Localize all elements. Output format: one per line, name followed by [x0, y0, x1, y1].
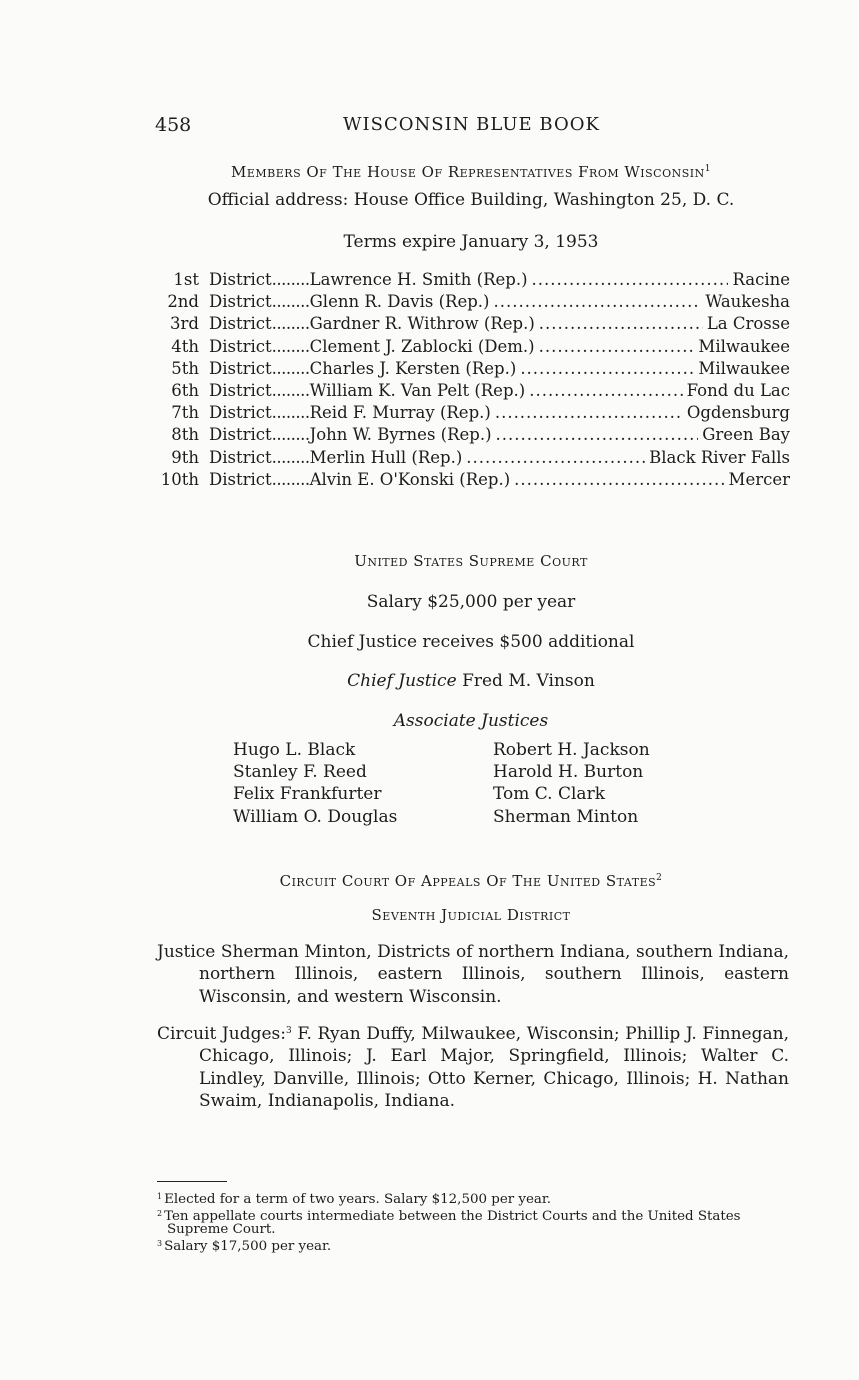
district-word: District — [209, 469, 272, 489]
book-title: WISCONSIN BLUE BOOK — [343, 114, 600, 135]
district-word: District — [209, 336, 272, 356]
district-word: District — [209, 447, 272, 467]
district-row — [155, 470, 790, 492]
leader-dots — [495, 403, 683, 422]
leader-dots — [496, 425, 699, 444]
district-ordinal: 1st — [173, 270, 199, 289]
footnote-text: Elected for a term of two years. Salary $12,500 per year. — [164, 1192, 552, 1207]
footnote-text: Salary $17,500 per year. — [164, 1238, 332, 1254]
representative-name: Lawrence H. Smith (Rep.) — [309, 270, 528, 289]
district-word: District — [209, 270, 272, 289]
district-city: Milwaukee — [698, 358, 790, 378]
supreme-court-title: United States Supreme Court — [354, 552, 588, 570]
chief-justice-name: Fred M. Vinson — [462, 671, 595, 691]
leader-dots: ........ — [271, 358, 310, 378]
associate-justice-name: Stanley F. Reed — [233, 762, 367, 783]
associate-justice-name: Hugo L. Black — [233, 740, 356, 760]
district-row — [155, 359, 790, 381]
footnotes — [157, 1190, 789, 1253]
district-city: Racine — [732, 270, 790, 289]
district-city: Fond du Lac — [686, 380, 790, 400]
district-word: District — [209, 380, 272, 400]
representative-name: Glenn R. Davis (Rep.) — [309, 292, 490, 312]
representative-name: Clement J. Zablocki (Dem.) — [309, 336, 535, 356]
representative-name: John W. Byrnes (Rep.) — [309, 425, 492, 445]
district-row — [155, 270, 790, 292]
district-word: District — [209, 403, 272, 423]
district-word: District — [209, 358, 272, 378]
representative-name: Alvin E. O'Konski (Rep.) — [309, 469, 511, 489]
footnote-mark: 1 — [157, 1192, 163, 1201]
justices-right-column — [493, 740, 753, 829]
district-ordinal: 4th — [171, 336, 199, 356]
district-city: La Crosse — [706, 314, 790, 334]
associate-justices — [233, 740, 753, 829]
district-city: Waukesha — [705, 292, 790, 312]
representative-name: Reid F. Murray (Rep.) — [309, 403, 491, 423]
associate-justice-name: Harold H. Burton — [493, 762, 644, 783]
leader-dots — [529, 381, 682, 400]
district-word: District — [209, 292, 272, 312]
leader-dots: ........ — [271, 292, 310, 312]
circuit-subtitle: Seventh Judicial District — [371, 906, 571, 924]
leader-dots — [466, 448, 645, 467]
district-city: Ogdensburg — [686, 403, 790, 423]
district-list — [155, 270, 790, 492]
associate-justice-name: William O. Douglas — [233, 806, 398, 827]
district-city: Black River Falls — [649, 447, 790, 467]
footnote-ref-1: 1 — [704, 164, 711, 174]
district-row — [155, 381, 790, 403]
district-ordinal: 9th — [171, 447, 199, 467]
district-row — [155, 448, 790, 470]
district-ordinal: 7th — [171, 403, 199, 423]
representative-name: William K. Van Pelt (Rep.) — [309, 380, 526, 400]
district-city: Milwaukee — [698, 336, 790, 356]
district-ordinal: 3rd — [170, 314, 199, 334]
chief-justice-extra: Chief Justice receives $500 additional — [307, 632, 635, 652]
associate-justice-name: Sherman Minton — [493, 806, 639, 827]
footnote-mark: 3 — [157, 1238, 163, 1248]
footnote — [157, 1237, 789, 1254]
district-ordinal: 6th — [171, 380, 199, 400]
leader-dots — [514, 470, 724, 489]
circuit-court-title: Circuit Court Of Appeals Of The United States$^2$ — [279, 872, 663, 890]
associate-justice-name: Robert H. Jackson — [493, 740, 650, 760]
district-word: District — [209, 425, 272, 445]
leader-dots — [539, 337, 695, 356]
representative-name: Gardner R. Withrow (Rep.) — [309, 314, 535, 334]
leader-dots: ........ — [271, 403, 310, 423]
footnote-ref-2: 2 — [656, 873, 663, 883]
district-word: District — [209, 314, 272, 334]
leader-dots: ........ — [271, 314, 310, 334]
leader-dots: ........ — [271, 336, 310, 356]
leader-dots — [532, 270, 729, 289]
leader-dots — [494, 292, 702, 311]
footnote-text: Ten appellate courts intermediate between the District Courts and the United States Supreme Court. — [164, 1208, 741, 1237]
district-row — [155, 403, 790, 425]
page-number: 458 — [155, 114, 192, 136]
chief-justice-line — [150, 671, 792, 691]
district-city: Green Bay — [702, 425, 790, 445]
footnote-mark: 2 — [157, 1208, 163, 1218]
district-row — [155, 314, 790, 336]
district-ordinal: 8th — [171, 425, 199, 445]
house-address: Official address: House Office Building, Washington 25, D. C. — [207, 190, 735, 210]
associate-justice-name: Tom C. Clark — [493, 784, 605, 805]
circuit-judges-paragraph — [157, 1020, 789, 1112]
representative-name: Merlin Hull (Rep.) — [309, 447, 463, 467]
associate-justice-name: Felix Frankfurter — [233, 784, 382, 805]
chief-justice-label: Chief Justice — [347, 671, 457, 691]
leader-dots: ........ — [271, 270, 310, 289]
district-row — [155, 292, 790, 314]
house-title: Members Of The House Of Representatives From Wisconsin$^1$ — [231, 163, 711, 181]
district-ordinal: 2nd — [167, 292, 199, 312]
circuit-judges-text: F. Ryan Duffy, Milwaukee, Wisconsin; Phillip J. Finnegan, Chicago, Illinois; J. Earl Major, Springfield, Illinois; Walter C. Lindley, Danville, Illinois; Otto Kerner, Chicago, Illinois; H. Nathan Swaim, Indianapolis, Indiana. — [199, 1024, 789, 1111]
footnote-ref-3: 3 — [285, 1026, 292, 1036]
leader-dots: ........ — [271, 380, 310, 400]
terms-expire: Terms expire January 3, 1953 — [343, 232, 599, 252]
footnote-rule — [157, 1181, 227, 1182]
district-ordinal: 5th — [171, 358, 199, 378]
district-row — [155, 337, 790, 359]
leader-dots — [539, 314, 703, 333]
justice-paragraph: Justice Sherman Minton, Districts of northern Indiana, southern Indiana, northern Illinois, eastern Illinois, southern Illinois, eastern Wisconsin, and western Wisconsin. — [157, 942, 789, 1007]
associate-justices-label: Associate Justices — [393, 711, 549, 731]
leader-dots: ........ — [271, 447, 310, 467]
leader-dots: ........ — [271, 469, 310, 489]
circuit-judges-label: Circuit Judges: — [157, 1024, 286, 1044]
footnote — [157, 1190, 789, 1207]
leader-dots: ........ — [271, 425, 310, 445]
footnote — [157, 1207, 789, 1237]
district-city: Mercer — [728, 469, 790, 489]
leader-dots — [520, 359, 694, 378]
district-ordinal: 10th — [160, 469, 199, 489]
supreme-court-salary: Salary $25,000 per year — [366, 592, 576, 612]
representative-name: Charles J. Kersten (Rep.) — [309, 358, 517, 378]
justices-left-column — [233, 740, 493, 829]
district-row — [155, 425, 790, 447]
